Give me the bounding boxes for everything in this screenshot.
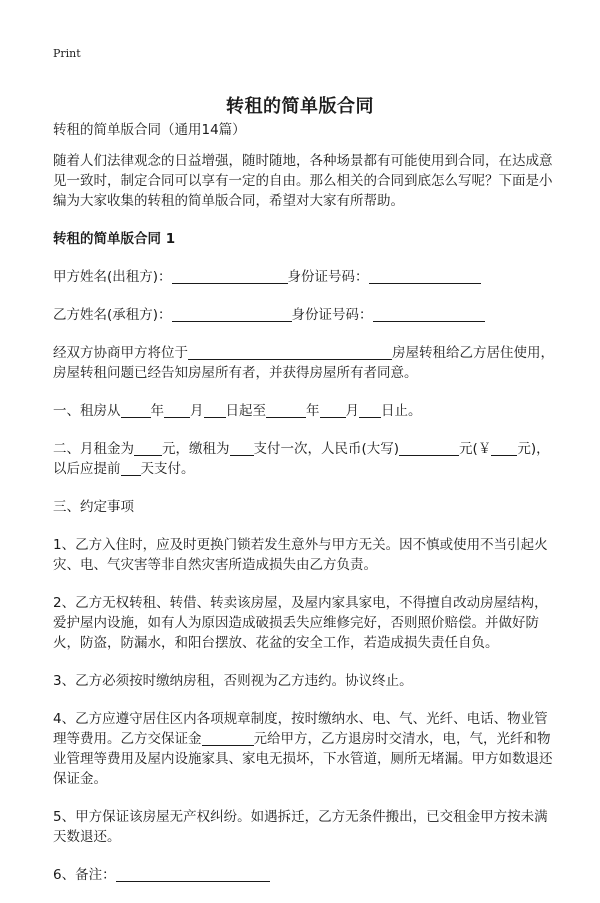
amount-words-blank <box>399 440 459 456</box>
rent-t5: 天支付。 <box>140 461 195 477</box>
subtitle: 转租的简单版合同（通用14篇） <box>53 122 246 138</box>
end-day-blank <box>359 402 381 418</box>
end-month-blank <box>320 402 346 418</box>
agreement-text-b: 房屋转租给乙方居住使用，房屋转租问题已经告知房屋所有者，并获得房屋所有者同意。 <box>53 345 554 381</box>
clause-1: 1、乙方入住时，应及时更换门锁若发生意外与甲方无关。因不慎或使用不当引起火灾、电、气灾害等非自然灾害所造成损失由乙方负责。 <box>53 537 548 573</box>
term-month1: 月 <box>190 403 204 419</box>
rent-prefix: 二、月租金为 <box>53 441 134 457</box>
clause-4-text-a: 4、乙方应遵守居住区内各项规章制度，按时缴纳水、电、气、光纤、电话、物业管理等费用。乙方交保证金 <box>53 711 548 747</box>
contract-body <box>53 120 559 903</box>
party-a-line <box>53 267 559 287</box>
term-line <box>53 401 559 421</box>
clause-5: 5、甲方保证该房屋无产权纠纷。如遇拆迁，乙方无条件搬出，已交租金甲方按未满天数退还。 <box>53 809 548 845</box>
term-month2: 月 <box>345 403 359 419</box>
notes-label: 6、备注： <box>53 867 116 883</box>
print-link[interactable]: Print <box>53 47 81 60</box>
rent-t1: 元，缴租为 <box>162 441 230 457</box>
party-b-id-label: 身份证号码： <box>291 307 373 323</box>
clauses-heading: 三、约定事项 <box>53 499 134 515</box>
intro-paragraph: 随着人们法律观念的日益增强，随时随地，各种场景都有可能使用到合同，在达成意见一致时，制定合同可以享有一定的自由。那么相关的合同到底怎么写呢？下面是小编为大家收集的转租的简单版合同，希望对大家有所帮助。 <box>53 153 553 209</box>
party-a-id-label: 身份证号码： <box>287 269 369 285</box>
agreement-paragraph <box>53 343 559 383</box>
term-prefix: 一、租房从 <box>53 403 121 419</box>
clause-2: 2、乙方无权转租、转借、转卖该房屋，及屋内家具家电，不得擅自改动房屋结构，爱护屋内设施，如有人为原因造成破损丢失应维修完好，否则照价赔偿。并做好防火，防盗，防漏水，和阳台摆放、花盆的安全工作，若造成损失责任自负。 <box>53 595 548 651</box>
rent-t3: 元(￥ <box>459 441 492 457</box>
rent-t2: 支付一次，人民币(大写) <box>253 441 400 457</box>
party-a-name-label: 甲方姓名(出租方)： <box>53 269 172 285</box>
end-year-blank <box>266 402 306 418</box>
party-b-name-label: 乙方姓名(承租方)： <box>53 307 172 323</box>
term-day2: 日止。 <box>381 403 422 419</box>
monthly-rent-blank <box>134 440 162 456</box>
term-year1: 年 <box>150 403 164 419</box>
address-blank <box>188 344 392 360</box>
clause-4 <box>53 709 559 789</box>
deposit-blank <box>202 730 254 746</box>
advance-days-blank <box>121 460 141 476</box>
party-b-name-blank <box>172 306 292 322</box>
page-title: 转租的简单版合同 <box>226 96 374 118</box>
notes-line <box>53 865 559 885</box>
party-a-name-blank <box>172 268 288 284</box>
clause-3: 3、乙方必须按时缴纳房租，否则视为乙方违约。协议终止。 <box>53 673 413 689</box>
start-day-blank <box>204 402 226 418</box>
start-year-blank <box>121 402 151 418</box>
party-a-id-blank <box>369 268 481 284</box>
term-year2: 年 <box>306 403 320 419</box>
amount-figure-blank <box>491 440 517 456</box>
clause-4-text-b: 元给甲方，乙方退房时交清水，电，气，光纤和物业管理等费用及屋内设施家具、家电无损坏，下水管道，厕所无堵漏。甲方如数退还保证金。 <box>53 731 553 787</box>
rent-paragraph <box>53 439 559 479</box>
party-b-line <box>53 305 559 325</box>
party-b-id-blank <box>373 306 485 322</box>
notes-blank <box>116 866 270 882</box>
term-day1: 日起至 <box>225 403 266 419</box>
section-heading: 转租的简单版合同 1 <box>53 231 176 247</box>
payment-period-blank <box>230 440 254 456</box>
start-month-blank <box>164 402 190 418</box>
agreement-text-a: 经双方协商甲方将位于 <box>53 345 188 361</box>
rent-t4: 元)，以后应提前 <box>53 441 550 477</box>
